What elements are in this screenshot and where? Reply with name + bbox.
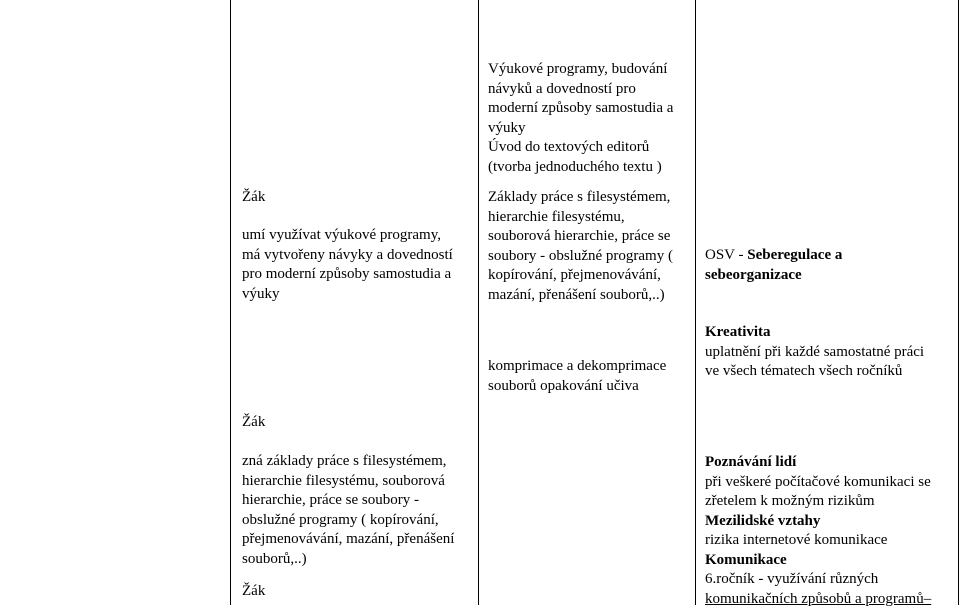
col2-low-text bbox=[488, 357, 666, 396]
col3-poznavani bbox=[705, 453, 931, 609]
col1-row2-line: zná základy práce s filesystémem, bbox=[242, 452, 454, 472]
poznavani-line: zřetelem k možným rizikům bbox=[705, 492, 931, 512]
col3-osv bbox=[705, 246, 842, 285]
col2-mid-line: souborová hierarchie, práce se bbox=[488, 227, 673, 247]
col1-row2-line: přejmenovávání, mazání, přenášení bbox=[242, 530, 454, 550]
col2-top-line: (tvorba jednoduchého textu ) bbox=[488, 158, 673, 178]
kreativita-heading: Kreativita bbox=[705, 323, 924, 343]
col1-row2-line: hierarchie filesystému, souborová bbox=[242, 472, 454, 492]
col2-mid-line: mazání, přenášení souborů,..) bbox=[488, 286, 673, 306]
poznavani-heading: Poznávání lidí bbox=[705, 453, 931, 473]
table-border-left bbox=[230, 0, 231, 605]
osv-title-1: Seberegulace a bbox=[747, 247, 842, 263]
col2-low-line: komprimace a dekomprimace bbox=[488, 357, 666, 377]
mezilidske-line: rizika internetové komunikace bbox=[705, 531, 931, 551]
col2-top-line: Úvod do textových editorů bbox=[488, 138, 673, 158]
col2-mid-line: kopírování, přejmenovávání, bbox=[488, 266, 673, 286]
col1-row2-text bbox=[242, 452, 454, 569]
col2-top-text bbox=[488, 60, 673, 177]
col1-row1-text bbox=[242, 226, 453, 304]
col2-top-line: moderní způsoby samostudia a bbox=[488, 99, 673, 119]
col1-row1-head: Žák bbox=[242, 188, 265, 208]
table-border-col2 bbox=[478, 0, 479, 605]
col1-row1-line: umí využívat výukové programy, bbox=[242, 226, 453, 246]
col1-row2-head: Žák bbox=[242, 413, 265, 433]
col2-top-line: výuky bbox=[488, 119, 673, 139]
col2-mid-line: soubory - obslužné programy ( bbox=[488, 247, 673, 267]
komunikace-line: 6.ročník - využívání různých bbox=[705, 570, 931, 590]
table-border-right bbox=[958, 0, 959, 605]
col2-mid-line: Základy práce s filesystémem, bbox=[488, 188, 673, 208]
col2-top-line: Výukové programy, budování bbox=[488, 60, 673, 80]
col1-row1-line: má vytvořeny návyky a dovedností bbox=[242, 246, 453, 266]
kreativita-line: ve všech tématech všech ročníků bbox=[705, 362, 924, 382]
col1-row1-line: výuky bbox=[242, 285, 453, 305]
kreativita-line: uplatnění při každé samostatné práci bbox=[705, 343, 924, 363]
col2-mid-text bbox=[488, 188, 673, 305]
col1-row2-line: obslužné programy ( kopírování, bbox=[242, 511, 454, 531]
osv-title-2: sebeorganizace bbox=[705, 266, 842, 286]
col3-kreativita bbox=[705, 323, 924, 382]
osv-prefix: OSV - bbox=[705, 247, 747, 263]
mezilidske-heading: Mezilidské vztahy bbox=[705, 512, 931, 532]
komunikace-heading: Komunikace bbox=[705, 551, 931, 571]
col1-row2-line: souborů,..) bbox=[242, 550, 454, 570]
table-border-col3 bbox=[695, 0, 696, 605]
col2-mid-line: hierarchie filesystému, bbox=[488, 208, 673, 228]
poznavani-line: při veškeré počítačové komunikaci se bbox=[705, 473, 931, 493]
komunikace-last-line: komunikačních způsobů a programů– bbox=[705, 590, 931, 609]
col1-row2-line: hierarchie, práce se soubory - bbox=[242, 491, 454, 511]
col2-top-line: návyků a dovedností pro bbox=[488, 80, 673, 100]
col2-low-line: souborů opakování učiva bbox=[488, 377, 666, 397]
col1-row1-line: pro moderní způsoby samostudia a bbox=[242, 265, 453, 285]
col1-row3-head: Žák bbox=[242, 582, 265, 602]
